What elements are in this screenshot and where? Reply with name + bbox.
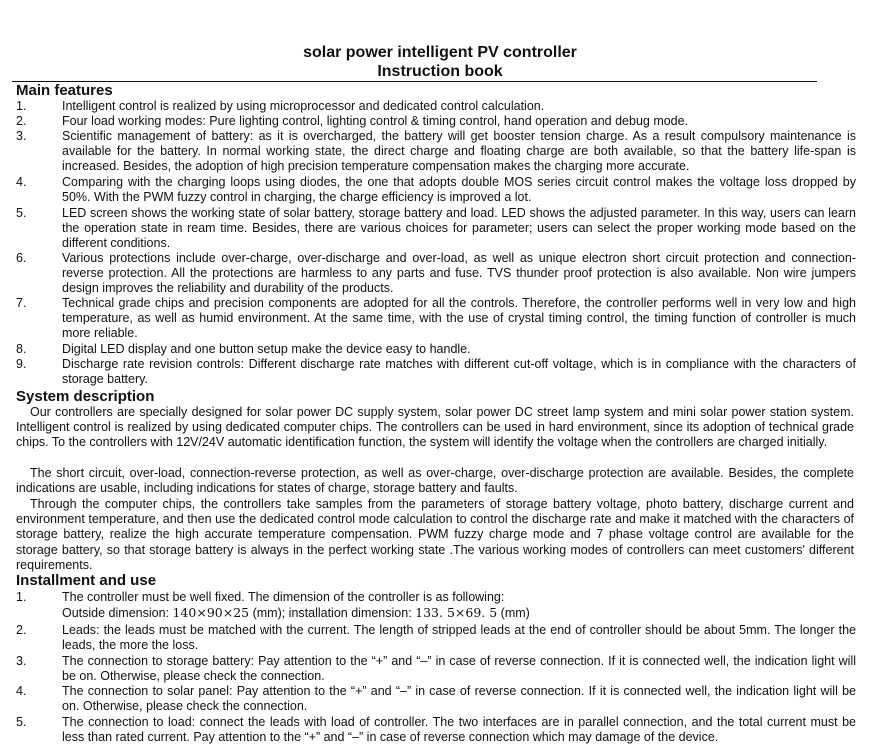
feature-number: 3. [16,129,27,143]
install-text: The connection to storage battery: Pay attention to the “+” and “–” in case of reverse connection. If it is connected well, the indication light will be on. Otherwise, please check the connection. [62,654,856,684]
feature-text: Four load working modes: Pure lighting control, lighting control & timing control, hand operation and debug mode. [62,114,689,128]
install-number: 1. [16,590,27,604]
feature-number: 8. [16,342,27,356]
install-item-1 [16,590,856,621]
feature-number: 9. [16,357,27,371]
installation-dimension-label: (mm); installation dimension: [249,606,416,621]
feature-text: Comparing with the charging loops using diodes, the one that adopts double MOS series circuit control makes the voltage loss dropped by 50%. With the PWM fuzzy control in charging, the charge efficiency is improved a lot. [62,175,856,205]
feature-text: Scientific management of battery: as it is overcharged, the battery will get booster tension charge. As a result compulsory maintenance is available for the battery. In normal working state, the direct charge and floating charge are both available, so that the battery life-span is increased. Besides, the adoption of high precision temperature compensation makes the charging more accurate. [62,129,856,174]
install-text: The connection to load: connect the leads with load of controller. The two interfaces are in parallel connection, and the total current must be less than rated current. Pay attention to the “+” and “–” in case of reverse connection which may damage of the device. [62,715,856,745]
feature-item-4 [16,175,856,205]
outside-dimension-value: 140×90×25 [172,605,250,621]
system-paragraph-3: Through the computer chips, the controllers take samples from the parameters of storage battery voltage, photo battery, discharge current and environment temperature, and then use the dedicated control mode calculation to control the discharge rate and make it matched with the characters of storage battery, realize the high accurate temperature compensation. PWM fuzzy charge mode and 7 phase voltage control are available for the storage battery, so that storage battery is always in the perfect working state .The various working modes of controllers can meet customers' different requirements. [16,497,854,572]
install-text: Leads: the leads must be matched with the current. The length of stripped leads at the end of controller should be about 5mm. The longer the leads, the more the loss. [62,623,856,653]
install-number: 4. [16,684,27,698]
feature-item-7 [16,296,856,342]
feature-text: Discharge rate revision controls: Different discharge rate matches with different cut-off voltage, which is in compliance with the characters of storage battery. [62,357,856,387]
feature-item-3 [16,129,856,175]
install-text: The controller must be well fixed. The dimension of the controller is as following: [62,590,505,604]
feature-text: LED screen shows the working state of solar battery, storage battery and load. LED shows the adjusted parameter. In this way, users can learn the operation state in ream time. Besides, there are various choices for parameter; users can select the proper working mode based on the different conditions. [62,206,856,251]
feature-item-5 [16,206,856,252]
system-paragraph-2: The short circuit, over-load, connection-reverse protection, as well as over-charge, over-discharge protection are available. Besides, the complete indications are usable, including indications for states of charge, storage battery and faults. [16,466,854,496]
feature-item-2 [16,114,856,129]
title-divider [12,81,817,82]
installation-dimension-unit: (mm) [497,606,530,621]
system-paragraph-1: Our controllers are specially designed for solar power DC supply system, solar power DC street lamp system and mini solar power station system. Intelligent control is realized by using dedicated computer chips. The controllers can be used in hard environment, since its adoption of technical grade chips. To the controllers with 12V/24V automatic identification function, the system will identify the voltage when the controllers are charged initially. [16,405,854,450]
feature-item-8 [16,342,856,357]
feature-number: 1. [16,99,27,113]
install-number: 5. [16,715,27,729]
feature-number: 5. [16,206,27,220]
feature-item-1 [16,99,856,114]
install-item-4 [16,684,856,714]
install-text: The connection to solar panel: Pay attention to the “+” and “–” in case of reverse connection. If it is connected well, the indication light will be on. Otherwise, please check the connection. [62,684,856,714]
feature-item-9 [16,357,856,387]
feature-item-6 [16,251,856,297]
install-number: 3. [16,654,27,668]
feature-number: 4. [16,175,27,189]
main-features-heading: Main features [16,82,113,99]
feature-text: Various protections include over-charge, over-discharge and over-load, as well as unique electron short circuit protection and connection-reverse protection. All the protections are harmless to any parts and fuse. TVS thunder proof protection is also available. Non wire jumpers design improves the reliability and durability of the products. [62,251,856,296]
feature-number: 2. [16,114,27,128]
document-subtitle: Instruction book [377,63,503,80]
document-title: solar power intelligent PV controller [303,44,577,61]
feature-text: Intelligent control is realized by using microprocessor and dedicated control calculation. [62,99,545,113]
feature-text: Digital LED display and one button setup make the device easy to handle. [62,342,471,356]
feature-number: 6. [16,251,27,265]
system-description-heading: System description [16,388,155,405]
install-item-2 [16,623,856,653]
feature-number: 7. [16,296,27,310]
install-item-3 [16,654,856,684]
outside-dimension-label: Outside dimension: [62,606,173,621]
feature-text: Technical grade chips and precision components are adopted for all the controls. Therefore, the controller performs well in very low and high temperature, as well as humid environment. At the same time, with the use of crystal timing control, the timing function of controller is much more reliable. [62,296,856,341]
install-item-5 [16,715,856,745]
installation-dimension-value: 133. 5×69. 5 [415,605,498,621]
installment-heading: Installment and use [16,572,157,589]
install-number: 2. [16,623,27,637]
dimension-line [62,605,856,621]
